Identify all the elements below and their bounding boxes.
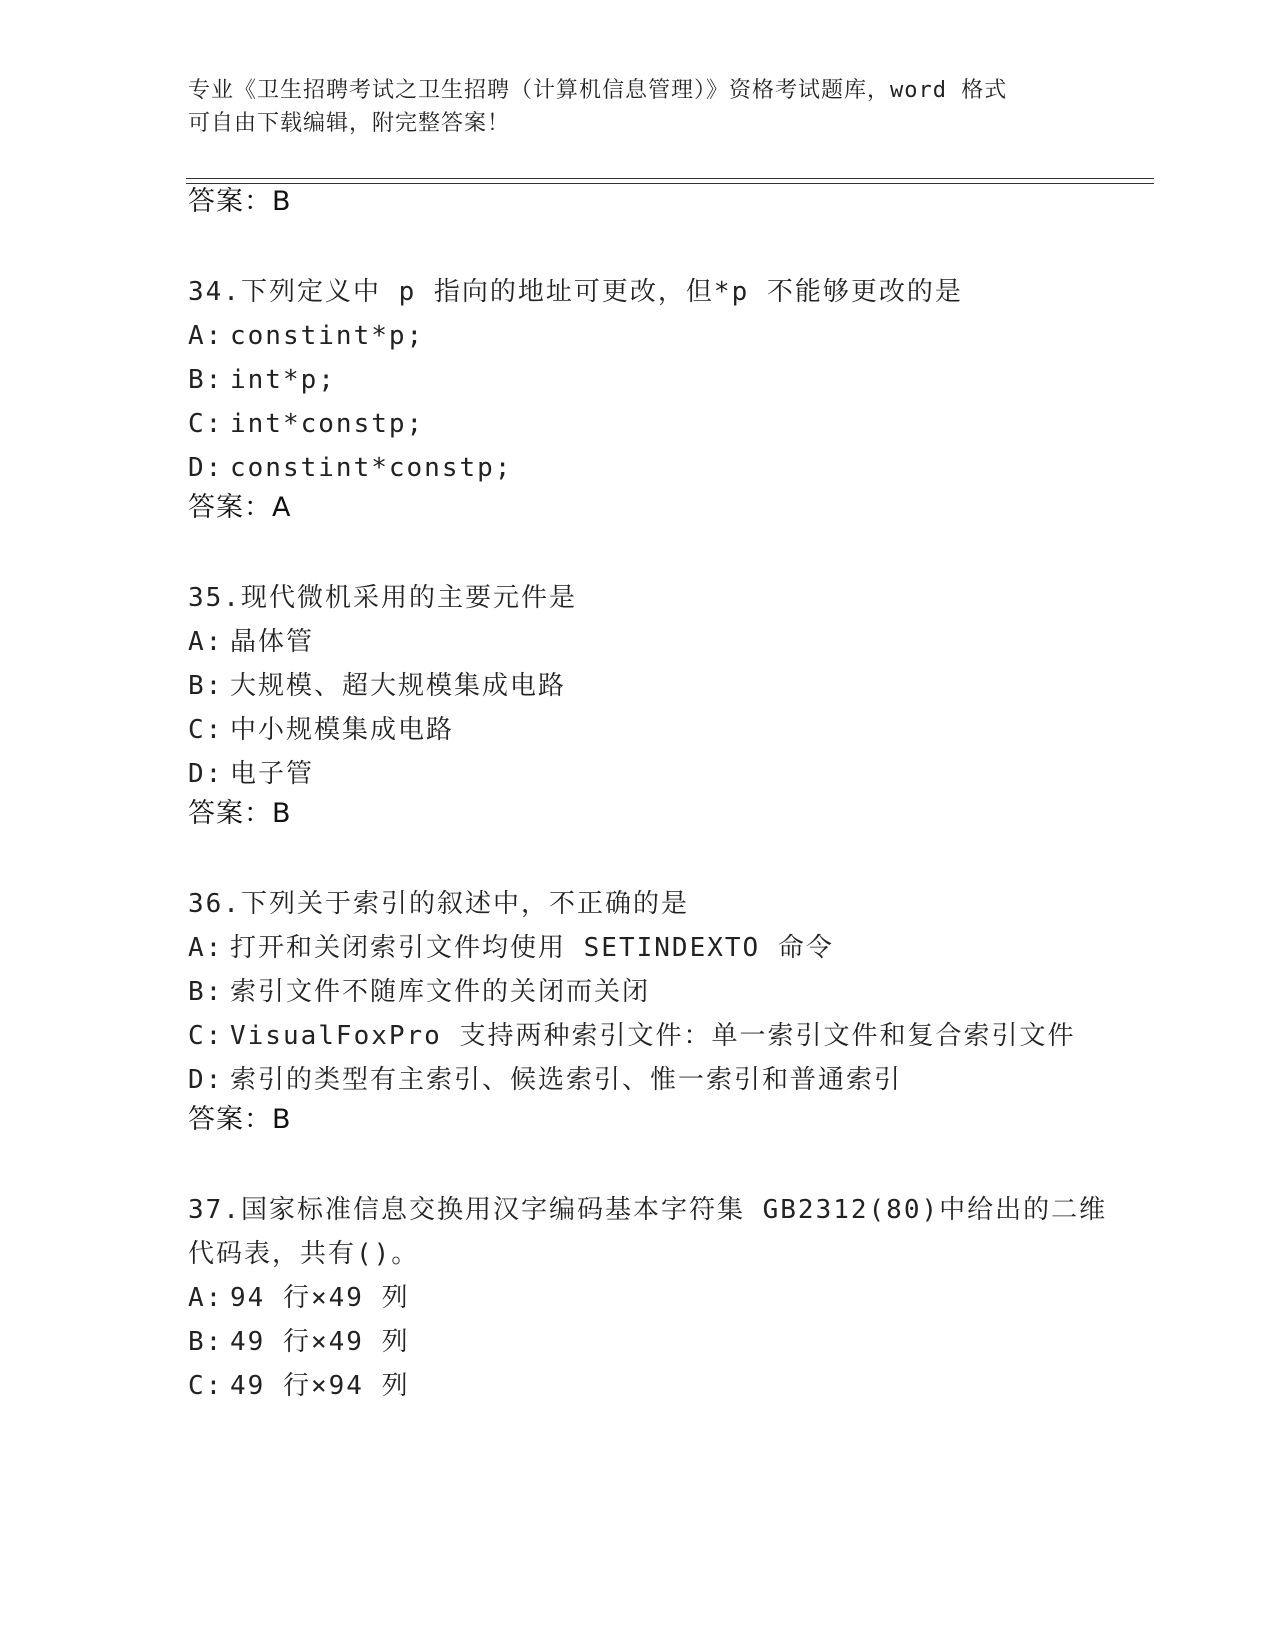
question-36-stem: 36.下列关于索引的叙述中，不正确的是 — [188, 889, 689, 919]
question-35-option-a — [188, 620, 314, 664]
option-letter: D: — [188, 759, 224, 789]
option-letter: C: — [188, 715, 224, 745]
answer-35: 答案：B — [188, 798, 292, 829]
option-text: 打开和关闭索引文件均使用 SETINDEXTO 命令 — [230, 933, 834, 963]
option-text: 索引文件不随库文件的关闭而关闭 — [230, 977, 651, 1007]
option-letter: B: — [188, 1327, 224, 1357]
question-36-option-a — [188, 926, 834, 970]
option-text: 索引的类型有主索引、候选索引、惟一索引和普通索引 — [230, 1065, 903, 1095]
question-37-option-a — [188, 1276, 410, 1320]
question-34-option-b — [188, 358, 336, 402]
question-35-option-d — [188, 752, 314, 796]
option-text: 晶体管 — [230, 627, 315, 657]
option-letter: D: — [188, 453, 224, 483]
option-text: int*constp; — [230, 409, 425, 439]
question-34-stem: 34.下列定义中 p 指向的地址可更改，但*p 不能够更改的是 — [188, 277, 963, 307]
option-text: 大规模、超大规模集成电路 — [230, 671, 567, 701]
option-text: int*p; — [230, 365, 336, 395]
question-37-option-b — [188, 1320, 410, 1364]
header-line-1: 专业《卫生招聘考试之卫生招聘（计算机信息管理）》资格考试题库，word 格式 — [188, 78, 1008, 103]
option-text: 49 行×94 列 — [230, 1371, 410, 1401]
option-letter: A: — [188, 1283, 224, 1313]
answer-34: 答案：A — [188, 492, 292, 523]
option-text: 电子管 — [230, 759, 315, 789]
option-letter: B: — [188, 671, 224, 701]
option-letter: A: — [188, 627, 224, 657]
option-text: 94 行×49 列 — [230, 1283, 410, 1313]
question-35-option-c — [188, 708, 454, 752]
question-35-option-b — [188, 664, 566, 708]
option-letter: D: — [188, 1065, 224, 1095]
option-text: VisualFoxPro 支持两种索引文件：单一索引文件和复合索引文件 — [230, 1021, 1076, 1051]
question-36-option-c — [188, 1014, 1076, 1058]
question-37-stem-line-1: 37.国家标准信息交换用汉字编码基本字符集 GB2312(80)中给出的二维 — [188, 1195, 1108, 1225]
option-letter: C: — [188, 1021, 224, 1051]
document-header — [188, 74, 1088, 140]
question-34-option-d — [188, 446, 512, 490]
question-36-option-d — [188, 1058, 902, 1102]
question-35-stem: 35.现代微机采用的主要元件是 — [188, 583, 577, 613]
option-letter: A: — [188, 321, 224, 351]
question-37-stem-line-2: 代码表，共有()。 — [188, 1239, 420, 1269]
option-text: 中小规模集成电路 — [230, 715, 455, 745]
option-text: 49 行×49 列 — [230, 1327, 410, 1357]
option-letter: B: — [188, 977, 224, 1007]
header-divider-bottom — [186, 183, 1154, 184]
option-letter: A: — [188, 933, 224, 963]
answer-33: 答案：B — [188, 186, 292, 217]
question-36-option-b — [188, 970, 650, 1014]
question-37-option-c — [188, 1364, 410, 1408]
option-letter: C: — [188, 409, 224, 439]
question-34-option-c — [188, 402, 424, 446]
option-text: constint*p; — [230, 321, 425, 351]
option-letter: B: — [188, 365, 224, 395]
answer-36: 答案：B — [188, 1104, 292, 1135]
header-divider-top — [186, 178, 1154, 179]
option-text: constint*constp; — [230, 453, 513, 483]
question-34-option-a — [188, 314, 424, 358]
option-letter: C: — [188, 1371, 224, 1401]
header-line-2: 可自由下载编辑，附完整答案！ — [188, 111, 511, 136]
